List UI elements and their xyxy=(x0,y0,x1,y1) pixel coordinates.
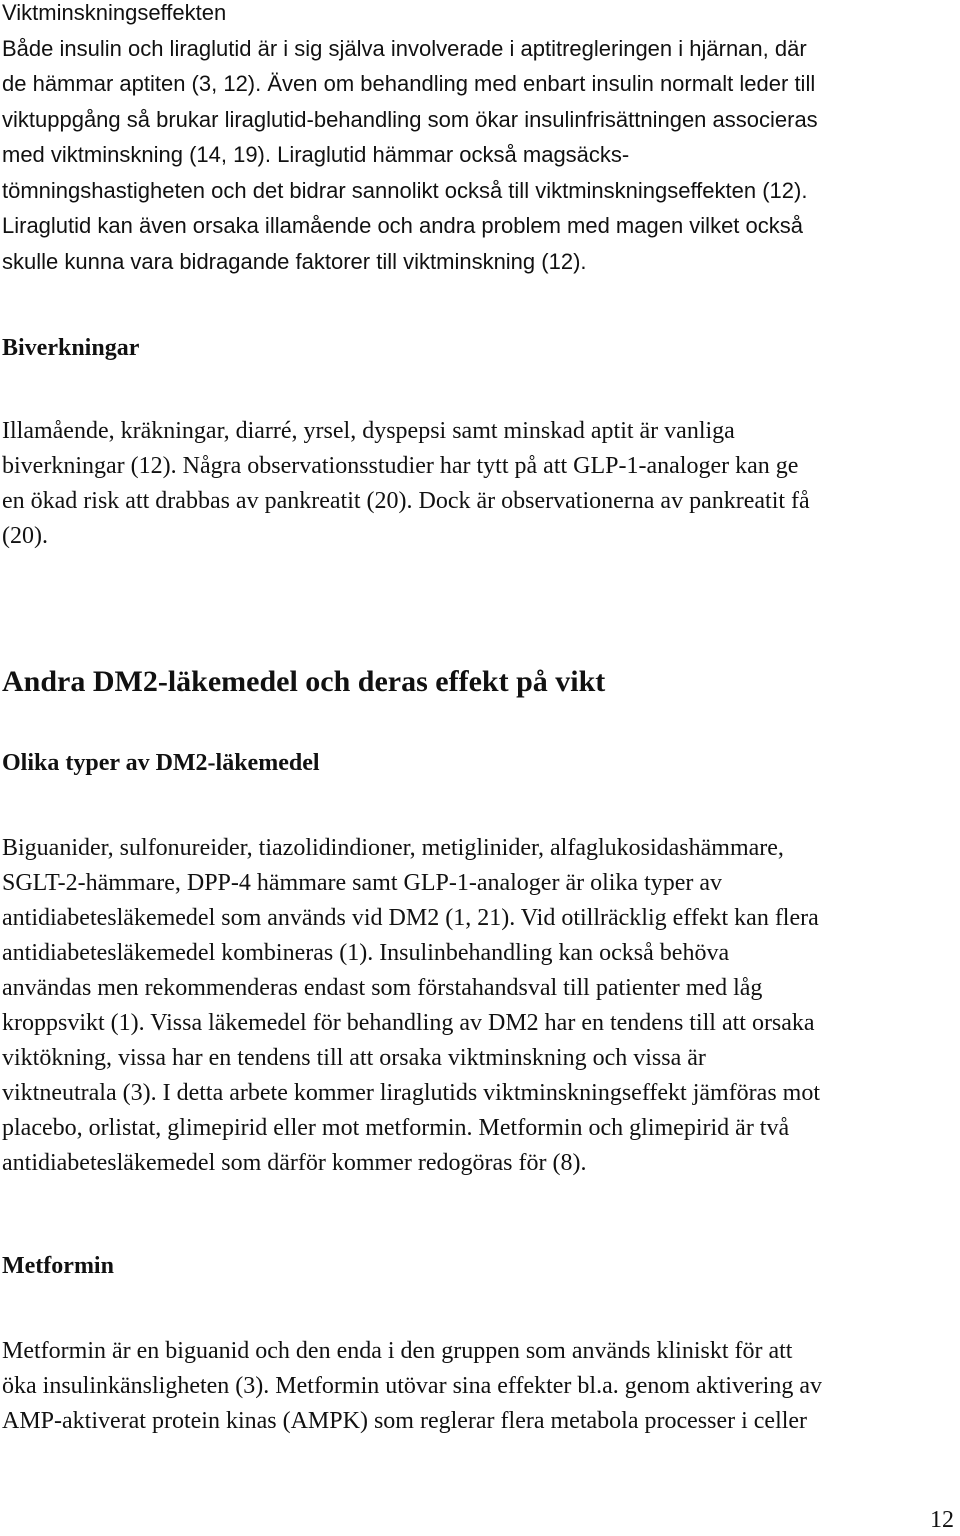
text-line: användas men rekommenderas endast som förstahandsval till patienter med låg xyxy=(2,975,763,1001)
text-line: antidiabetesläkemedel som därför kommer redogöras för (8). xyxy=(2,1150,587,1176)
metformin-heading: Metformin xyxy=(2,1253,114,1279)
text-line: skulle kunna vara bidragande faktorer till viktminskning (12). xyxy=(2,248,587,274)
text-line: Metformin är en biguanid och den enda i den gruppen som används kliniskt för att xyxy=(2,1338,793,1364)
metformin-paragraph xyxy=(2,1334,957,1439)
text-line: tömningshastigheten och det bidrar sannolikt också till viktminskningseffekten (12). xyxy=(2,177,808,203)
text-line: antidiabetesläkemedel som används vid DM2 (1, 21). Vid otillräcklig effekt kan flera xyxy=(2,905,819,931)
text-line: biverkningar (12). Några observationsstudier har tytt på att GLP-1-analoger kan ge xyxy=(2,453,799,479)
section-viktminskning xyxy=(2,0,957,279)
text-line: öka insulinkänsligheten (3). Metformin utövar sina effekter bl.a. genom aktivering av xyxy=(2,1373,822,1399)
text-line: viktuppgång så brukar liraglutid-behandling som ökar insulinfrisättningen associeras xyxy=(2,106,818,132)
olika-typer-paragraph xyxy=(2,831,957,1181)
text-line: Biguanider, sulfonureider, tiazolidindioner, metiglinider, alfaglukosidashämmare, xyxy=(2,835,784,861)
andra-dm2-heading: Andra DM2-läkemedel och deras effekt på vikt xyxy=(2,665,606,698)
text-line: Liraglutid kan även orsaka illamående och andra problem med magen vilket också xyxy=(2,213,804,238)
text-line: Både insulin och liraglutid är i sig själva involverade i aptitregleringen i hjärnan, där xyxy=(2,35,807,61)
text-line: Illamående, kräkningar, diarré, yrsel, dyspepsi samt minskad aptit är vanliga xyxy=(2,418,735,444)
text-line: antidiabetesläkemedel kombineras (1). Insulinbehandling kan också behöva xyxy=(2,940,730,966)
text-line: viktökning, vissa har en tendens till att orsaka viktminskning och vissa är xyxy=(2,1045,706,1071)
text-line: (20). xyxy=(2,523,48,549)
page-number: 12 xyxy=(930,1507,954,1533)
text-line: en ökad risk att drabbas av pankreatit (20). Dock är observationerna av pankreatit få xyxy=(2,488,810,514)
text-line: med viktminskning (14, 19). Liraglutid hämmar också magsäcks- xyxy=(2,142,630,167)
biverkningar-paragraph xyxy=(2,414,957,554)
text-line: AMP-aktiverat protein kinas (AMPK) som reglerar flera metabola processer i celler xyxy=(2,1408,808,1434)
biverkningar-heading: Biverkningar xyxy=(2,335,140,361)
text-line: viktneutrala (3). I detta arbete kommer liraglutids viktminskningseffekt jämföras mot xyxy=(2,1080,821,1106)
section-heading: Viktminskningseffekten xyxy=(2,0,227,25)
olika-typer-heading: Olika typer av DM2-läkemedel xyxy=(2,750,320,776)
text-line: placebo, orlistat, glimepirid eller mot metformin. Metformin och glimepirid är två xyxy=(2,1115,790,1141)
text-line: SGLT-2-hämmare, DPP-4 hämmare samt GLP-1-analoger är olika typer av xyxy=(2,870,723,896)
text-line: de hämmar aptiten (3, 12). Även om behandling med enbart insulin normalt leder till xyxy=(2,71,816,96)
text-line: kroppsvikt (1). Vissa läkemedel för behandling av DM2 har en tendens till att orsaka xyxy=(2,1010,815,1036)
